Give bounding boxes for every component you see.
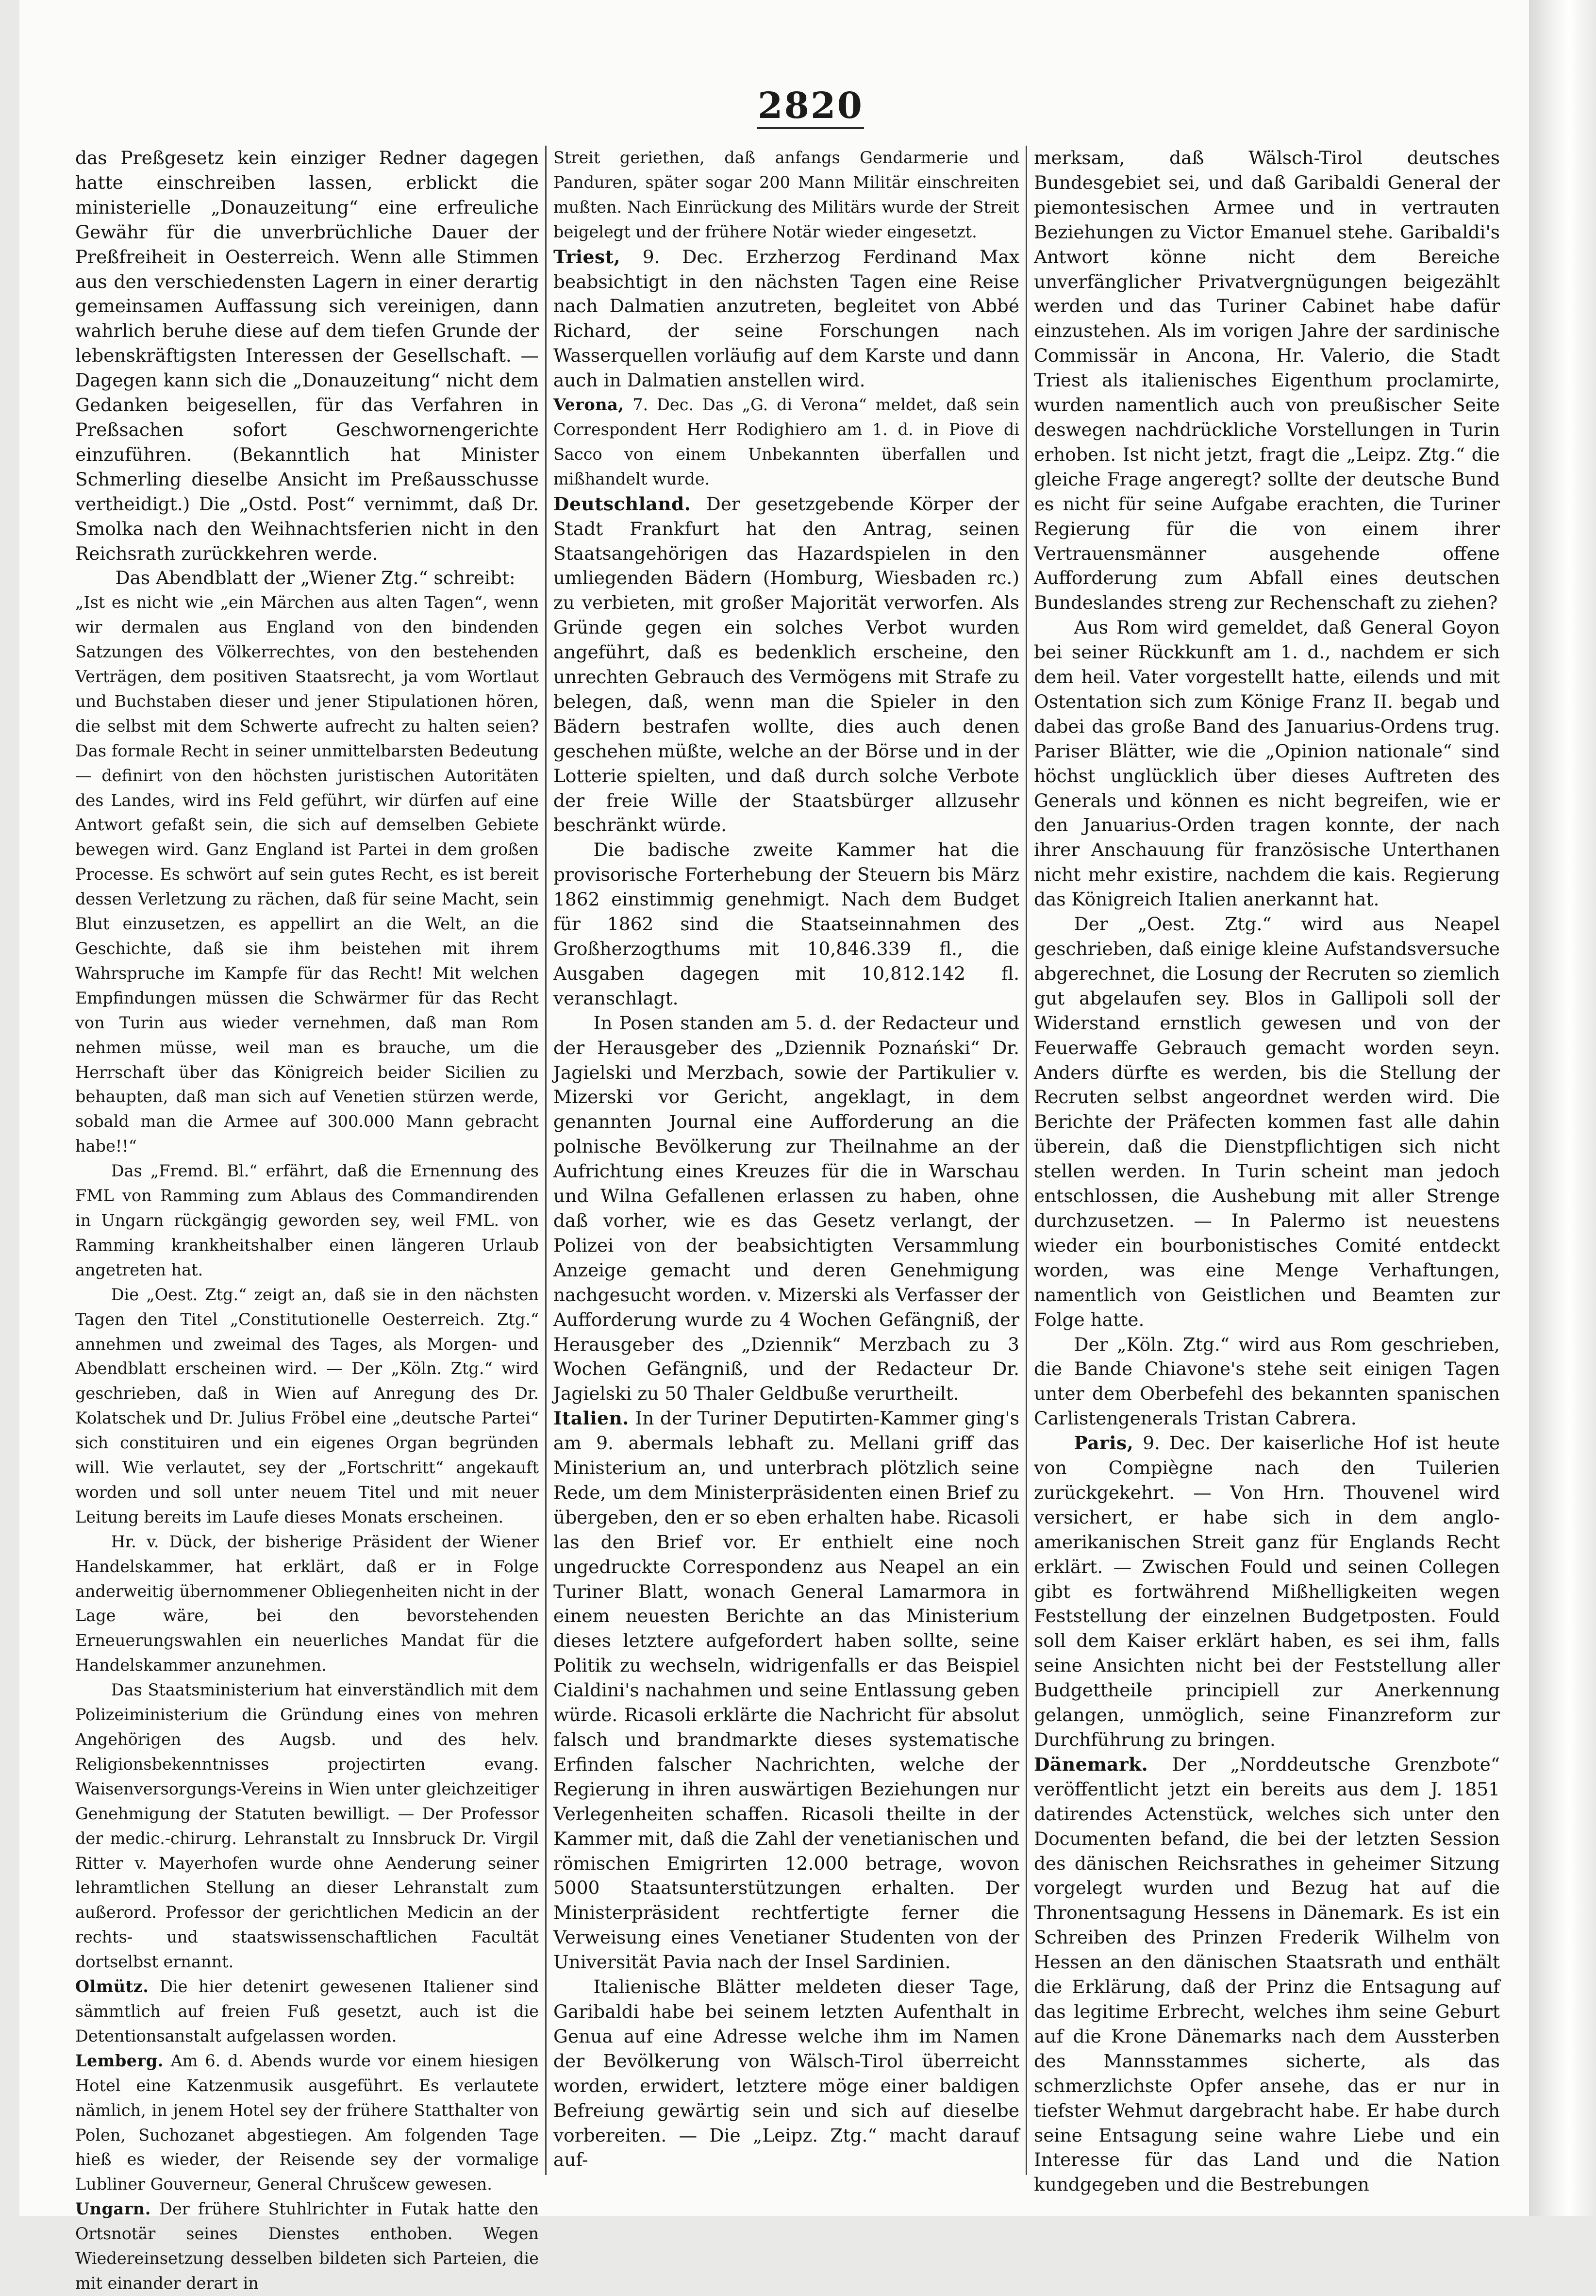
text-column-3: [1034, 146, 1500, 2195]
article-text: 9. Dec. Der kaiserliche Hof ist heute von Compiègne nach den Tuilerien zurückgekehrt. — Von Hrn. Thouvenel wird versichert, er habe sich in dem anglo-amerikanischen Streit ganz für Englands Recht erklärt. — Zwischen Fould und seinen Collegen gibt es fortwährend Mißhelligkeiten wegen Feststellung der einzelnen Budgetposten. Fould soll dem Kaiser erklärt haben, es sei ihm, falls seine Ansichten nicht bei der Feststellung aller Budgettheile principiell zur Anerkennung gelangen, unmöglich, seine Finanzreform zur Durchführung zu bringen.: [1034, 1432, 1500, 1750]
article-paragraph: [1034, 146, 1500, 615]
article-paragraph: [75, 146, 539, 566]
page-fold-edge: [1529, 0, 1596, 2216]
article-text: 7. Dec. Das „G. di Verona“ meldet, daß sein Correspondent Herr Rodighiero am 1. d. in Piove di Sacco von einem Unbekannten überfallen und mißhandelt wurde.: [553, 395, 1019, 488]
article-text: Die „Oest. Ztg.“ zeigt an, daß sie in den nächsten Tagen den Titel „Constitutionelle Oesterreich. Ztg.“ annehmen und zweimal des Tages, als Morgen- und Abendblatt erscheinen wird. — Der „Köln. Ztg.“ wird geschrieben, daß in Wien auf Anregung des Dr. Kolatschek und Dr. Julius Fröbel eine „deutsche Partei“ sich constituiren und ein eigenes Organ begründen will. Wie verlautet, sey der „Fortschritt“ angekauft worden und soll unter neuem Titel und mit neuer Leitung bereits im Laufe dieses Monats erscheinen.: [75, 1285, 539, 1526]
article-dateline: Verona,: [553, 395, 624, 415]
article-text: Die badische zweite Kammer hat die provisorische Forterhebung der Steuern bis März 1862 einstimmig genehmigt. Nach dem Budget für 1862 sind die Staatseinnahmen des Großherzogthums mit 10,846.339 fl., die Ausgaben dagegen mit 10,812.142 fl. veranschlagt.: [553, 839, 1019, 1009]
page-number: 2820: [758, 85, 864, 127]
article-paragraph: [553, 245, 1019, 393]
article-text: Das Abendblatt der „Wiener Ztg.“ schreibt:: [115, 567, 515, 589]
article-text: das Preßgesetz kein einziger Redner dagegen hatte einschreiben lassen, erblickt die ministerielle „Donauzeitung“ eine erfreuliche Gewähr für die unverbrüchliche Dauer der Preßfreiheit in Oesterreich. Wenn alle Stimmen aus den verschiedensten Lagern in einer derartig gemeinsamen Auffassung sich vereinigen, dann wahrlich beruhe diese auf dem tiefen Grunde der lebenskräftigsten Interessen der Gesellschaft. — Dagegen kann sich die „Donauzeitung“ nicht dem Gedanken beigesellen, für das Verfahren in Preßsachen sofort Geschwornengerichte einzuführen. (Bekanntlich hat Minister Schmerling dieselbe Ansicht im Preßausschusse vertheidigt.) Die „Ostd. Post“ vernimmt, daß Dr. Smolka nach den Weihnachtsferien nicht in den Reichsrath zurückkehren werde.: [75, 147, 539, 564]
article-dateline: Deutschland.: [553, 493, 691, 515]
column-divider: [1026, 146, 1027, 2175]
article-paragraph: [75, 1678, 539, 1975]
article-paragraph: [75, 590, 539, 1159]
article-text: Das „Fremd. Bl.“ erfährt, daß die Ernennung des FML von Ramming zum Ablaus des Commandirenden in Ungarn rückgängig geworden sey, weil FML. von Ramming krankheitshalber einen längeren Urlaub angetreten hat.: [75, 1161, 539, 1279]
article-dateline: Lemberg.: [75, 2051, 164, 2070]
article-paragraph: [1034, 912, 1500, 1332]
article-paragraph: [75, 1159, 539, 1283]
article-dateline: Triest,: [553, 246, 621, 268]
article-dateline: Italien.: [553, 1408, 629, 1429]
article-dateline: Olmütz.: [75, 1977, 149, 1996]
page-number-rule: [757, 127, 864, 129]
text-column-1: [75, 146, 539, 2293]
article-paragraph: [553, 146, 1019, 245]
article-text: Der gesetzgebende Körper der Stadt Frankfurt hat den Antrag, seinen Staatsangehörigen das Hazardspielen in den umliegenden Bädern (Homburg, Wiesbaden rc.) zu verbieten, mit großer Majorität verworfen. Als Gründe gegen ein solches Verbot wurden angeführt, daß es bedenklich erscheine, den unrechten Gebrauch des Vermögens mit Strafe zu belegen, daß, wenn man die Spieler in den Bädern bestrafen wollte, dies auch denen geschehen müßte, welche an der Börse und in der Lotterie spielten, und daß durch solche Verbote der freie Wille der Staatsbürger allzusehr beschränkt würde.: [553, 493, 1019, 836]
article-paragraph: [553, 1406, 1019, 1975]
article-paragraph: [75, 2049, 539, 2197]
article-paragraph: [553, 393, 1019, 492]
article-dateline: Paris,: [1074, 1432, 1134, 1454]
article-text: Der „Oest. Ztg.“ wird aus Neapel geschrieben, daß einige kleine Aufstandsversuche abgerechnet, die Losung der Recruten so ziemlich gut abgelaufen sey. Blos in Gallipoli soll der Widerstand ernstlich gewesen und von der Feuerwaffe Gebrauch gemacht worden seyn. Anders dürfte es werden, bis die Stellung der Recruten selbst angeordnet werden wird. Die Berichte der Präfecten kommen fast alle dahin überein, daß die Dienstpflichtigen sich nicht stellen werden. In Turin scheint man jedoch entschlossen, die Aushebung mit aller Strenge durchzusetzen. — In Palermo ist neuestens wieder ein bourbonistisches Comité entdeckt worden, was eine Menge Verhaftungen, namentlich von Geistlichen und Beamten zur Folge hatte.: [1034, 913, 1500, 1330]
article-text: 9. Dec. Erzherzog Ferdinand Max beabsichtigt in den nächsten Tagen eine Reise nach Dalmatien anzutreten, begleitet von Abbé Richard, der seine Forschungen nach Wasserquellen vorläufig auf dem Karste und dann auch in Dalmatien anstellen wird.: [553, 246, 1019, 391]
article-paragraph: [1034, 1332, 1500, 1431]
article-text: Das Staatsministerium hat einverständlich mit dem Polizeiministerium die Gründung eines von mehren Angehörigen des Augsb. und des helv. Religionsbekenntnisses projectirten evang. Waisenversorgungs-Vereins in Wien unter gleichzeitiger Genehmigung der Statuten bewilligt. — Der Professor der medic.-chirurg. Lehranstalt zu Innsbruck Dr. Virgil Ritter v. Mayerhofen wurde ohne Aenderung seiner lehramtlichen Stellung an dieser Lehranstalt zum außerord. Professor der gerichtlichen Medicin an der rechts- und staatswissenschaftlichen Facultät dortselbst ernannt.: [75, 1680, 539, 1972]
article-text: Aus Rom wird gemeldet, daß General Goyon bei seiner Rückkunft am 1. d., nachdem er sich dem heil. Vater vorgestellt hatte, eilends und mit Ostentation sich zum Könige Franz II. begab und dabei das große Band des Januarius-Ordens trug. Pariser Blätter, wie die „Opinion nationale“ sind höchst unglücklich über dieses Auftreten des Generals und können es nicht begreifen, wie er den Januarius-Orden tragen konnte, der nach ihrer Anschauung für französische Unterthanen nicht mehr existire, nachdem die kais. Regierung das Königreich Italien anerkannt hat.: [1034, 617, 1500, 910]
article-text: Italienische Blätter meldeten dieser Tage, Garibaldi habe bei seinem letzten Aufenthalt in Genua auf eine Adresse welche ihm im Namen der Bevölkerung von Wälsch-Tirol überreicht worden, erwidert, letztere möge einer baldigen Befreiung gewärtig sein und sich auf dieselbe vorbereiten. — Die „Leipz. Ztg.“ macht darauf auf-: [553, 1976, 1019, 2171]
text-column-2: [553, 146, 1019, 2185]
article-paragraph: [75, 1530, 539, 1678]
article-paragraph: [553, 1975, 1019, 2172]
article-paragraph: [75, 566, 539, 590]
article-paragraph: [75, 1975, 539, 2049]
article-paragraph: [75, 2197, 539, 2296]
article-dateline: Ungarn.: [75, 2199, 151, 2219]
article-text: „Ist es nicht wie „ein Märchen aus alten Tagen“, wenn wir dermalen aus England von den bindenden Satzungen des Völkerrechtes, von den bestehenden Verträgen, dem positiven Staatsrecht, ja vom Wortlaut und Buchstaben dieser und jener Stipulationen hören, die selbst mit dem Schwerte aufrecht zu halten seien? Das formale Recht in seiner unmittelbarsten Bedeutung — definirt von den höchsten juristischen Autoritäten des Landes, wird ins Feld geführt, wir dürfen auf eine Antwort gefaßt sein, die sich auf demselben Gebiete bewegen wird. Ganz England ist Partei in dem großen Processe. Es schwört auf sein gutes Recht, es ist bereit dessen Verletzung zu rächen, daß für seine Macht, sein Blut einzusetzen, es appellirt an die Welt, an die Geschichte, daß sie ihm beistehen mit ihrem Wahrspruche im Kampfe für das Recht! Mit welchen Empfindungen müssen die Schwärmer für das Recht von Turin aus wieder vernehmen, daß man Rom nehmen müsse, weil man es brauche, um die Herrschaft über das Königreich beider Sicilien zu behaupten, daß man sich auf Venetien stürzen werde, sobald man die Armee auf 300.000 Mann gebracht habe!!“: [75, 593, 539, 1156]
article-text: merksam, daß Wälsch-Tirol deutsches Bundesgebiet sei, und daß Garibaldi General der piemontesischen Armee und in vertrauten Beziehungen zu Victor Emanuel stehe. Garibaldi's Antwort könne nicht dem Bereiche unverfänglicher Privatvergnügungen beigezählt werden und das Turiner Cabinet habe dafür einzustehen. Als im vorigen Jahre der sardinische Commissär in Ancona, Hr. Valerio, die Stadt Triest als italienisches Eigenthum proclamirte, wurden namentlich auch von preußischer Seite deswegen nachdrückliche Vorstellungen in Turin erhoben. Ist nicht jetzt, fragt die „Leipz. Ztg.“ die gleiche Frage angeregt? sollte der deutsche Bund es nicht für seine Aufgabe erachten, die Turiner Regierung für die von einem ihrer Vertrauensmänner ausgehende offene Aufforderung zum Abfall eines deutschen Bundeslandes streng zur Rechenschaft zu ziehen?: [1034, 147, 1500, 614]
article-text: Der „Norddeutsche Grenzbote“ veröffentlicht jetzt ein bereits aus dem J. 1851 datirendes Actenstück, welches sich unter den Documenten befand, die bei der letzten Session des dänischen Reichsrathes in geheimer Sitzung vorgelegt wurden und Bezug hat auf die Thronentsagung Hessens in Dänemark. Es ist ein Schreiben des Prinzen Frederik Wilhelm von Hessen an den dänischen Staatsrath und enthält die Erklärung, daß der Prinz die Entsagung auf das legitime Erbrecht, welches ihm seine Geburt auf die Krone Dänemarks nach dem Aussterben des Mannsstammes sicherte, als das schmerzlichste Opfer ansehe, das er nur in tiefster Wehmut dargebracht habe. Er habe durch seine Entsagung seine wahre Liebe und ein Interesse für das Land und die Nation kundgegeben und die Bestrebungen: [1034, 1753, 1500, 2195]
article-paragraph: [1034, 1752, 1500, 2197]
article-text: Am 6. d. Abends wurde vor einem hiesigen Hotel eine Katzenmusik ausgeführt. Es verlautete nämlich, in jenem Hotel sey der frühere Statthalter von Polen, Suchozanet abgestiegen. Am folgenden Tage hieß es wieder, der Reisende sey der vormalige Lubliner Gouverneur, General Chrušcew gewesen.: [75, 2051, 539, 2194]
article-text: Der „Köln. Ztg.“ wird aus Rom geschrieben, die Bande Chiavone's stehe seit einigen Tagen unter dem Oberbefehl des bekannten spanischen Carlistengenerals Tristan Cabrera.: [1034, 1333, 1500, 1429]
article-text: Streit geriethen, daß anfangs Gendarmerie und Panduren, später sogar 200 Mann Militär einschreiten mußten. Nach Einrückung des Militärs wurde der Streit beigelegt und der frühere Notär wieder eingesetzt.: [553, 148, 1019, 241]
column-divider: [545, 146, 547, 2175]
article-text: In der Turiner Deputirten-Kammer ging's am 9. abermals lebhaft zu. Mellani griff das Ministerium an, und unterbrach plötzlich seine Rede, um dem Ministerpräsidenten einen Brief zu übergeben, den er so eben erhalten habe. Ricasoli las den Brief vor. Er enthielt eine noch ungedruckte Correspondenz aus Neapel an ein Turiner Blatt, wonach General Lamarmora in einem neuesten Berichte an das Ministerium dieses letztere aufgefordert haben sollte, seine Politik zu wechseln, widrigenfalls er das Beispiel Cialdini's nachahmen und seine Entlassung geben würde. Ricasoli erklärte die Nachricht für absolut falsch und brandmarkte dieses systematische Erfinden falscher Nachrichten, welche der Regierung in ihren auswärtigen Beziehungen nur Verlegenheiten schaffen. Ricasoli theilte in der Kammer mit, daß die Zahl der venetianischen und römischen Emigrirten 12.000 betrage, wovon 5000 Staatsunterstützungen erhalten. Der Ministerpräsident rechtfertigte ferner die Verweisung eines Venetianer Studenten von der Universität Pavia nach der Insel Sardinien.: [553, 1408, 1019, 1973]
article-dateline: Dänemark.: [1034, 1753, 1148, 1775]
article-paragraph: [1034, 1431, 1500, 1752]
article-paragraph: [553, 1011, 1019, 1407]
article-text: In Posen standen am 5. d. der Redacteur und der Herausgeber des „Dziennik Poznański“ Dr. Jagielski und Merzbach, sowie der Partikulier v. Mizerski vor Gericht, angeklagt, in dem genannten Journal eine Aufforderung an die polnische Bevölkerung zur Theilnahme an der Aufrichtung eines Kreuzes für die in Warschau und Wilna Gefallenen erlassen zu haben, ohne daß vorher, wie es das Gesetz verlangt, der Polizei von der beabsichtigten Versammlung Anzeige gemacht und deren Genehmigung nachgesucht worden. v. Mizerski als Verfasser der Aufforderung wurde zu 4 Wochen Gefängniß, der Herausgeber des „Dziennik“ Merzbach zu 3 Wochen Gefängniß, und der Redacteur Dr. Jagielski zu 50 Thaler Geldbuße verurtheilt.: [553, 1012, 1019, 1405]
article-paragraph: [553, 838, 1019, 1010]
article-text: Die hier detenirt gewesenen Italiener sind sämmtlich auf freien Fuß gesetzt, auch ist die Detentionsanstalt aufgelassen worden.: [75, 1977, 539, 2045]
article-text: Der frühere Stuhlrichter in Futak hatte den Ortsnotär seines Dienstes enthoben. Wegen Wiedereinsetzung desselben bildeten sich Parteien, die mit einander derart in: [75, 2199, 539, 2293]
article-paragraph: [553, 492, 1019, 838]
article-paragraph: [1034, 615, 1500, 912]
article-text: Hr. v. Dück, der bisherige Präsident der Wiener Handelskammer, hat erklärt, daß er in Folge anderweitig übernommener Obliegenheiten nicht in der Lage wäre, bei den bevorstehenden Erneuerungswahlen ein neuerliches Mandat für die Handelskammer anzunehmen.: [75, 1532, 539, 1675]
article-paragraph: [75, 1283, 539, 1530]
